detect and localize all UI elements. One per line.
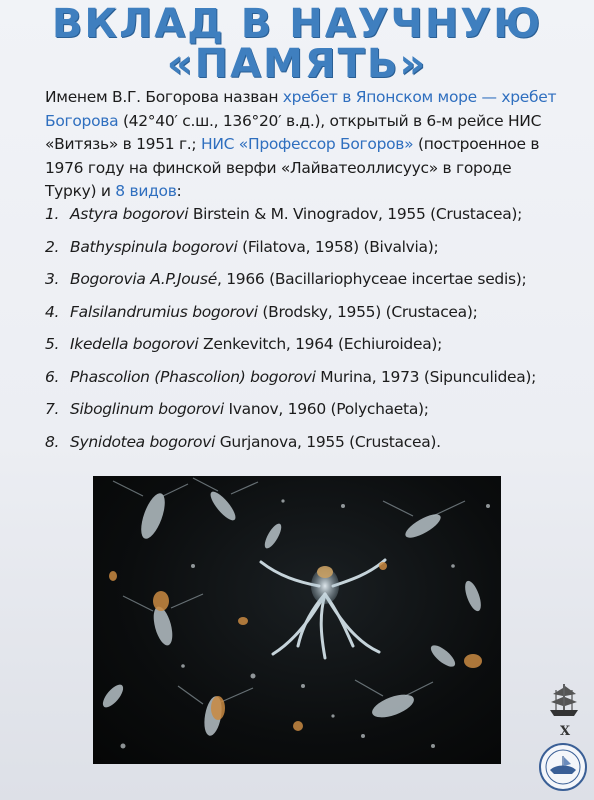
- species-item: [45, 432, 570, 453]
- species-item: [45, 367, 570, 388]
- species-number: 4.: [45, 302, 60, 321]
- species-text: [70, 237, 570, 258]
- species-number: 8.: [45, 432, 60, 451]
- species-item: [45, 204, 570, 225]
- species-author: Zenkevitch, 1964 (Echiuroidea);: [198, 335, 443, 353]
- species-item: [45, 399, 570, 420]
- species-author: , 1966 (Bacillariophyceae incertae sedis);: [216, 270, 527, 288]
- ridge-highlight: хребет в Японском море — хребет Богорова: [45, 88, 557, 130]
- species-text: [70, 367, 570, 388]
- species-author: (Brodsky, 1955) (Crustacea);: [257, 302, 478, 321]
- species-name: Ikedella bogorovi: [70, 335, 199, 353]
- species-count-highlight: 8 видов: [115, 182, 177, 200]
- species-text: [70, 334, 570, 355]
- species-list: [45, 204, 570, 464]
- species-author: Gurjanova, 1955 (Crustacea).: [215, 432, 441, 451]
- plankton-illustration: [93, 476, 501, 764]
- intro-text-1: Именем В.Г. Богорова назван: [45, 88, 283, 106]
- title-line-1: ВКЛАД В НАУЧНУЮ: [51, 1, 543, 47]
- species-text: [70, 399, 570, 420]
- species-text: [70, 302, 570, 323]
- roman-numeral: X: [559, 724, 571, 739]
- species-name: Bathyspinula bogorovi: [70, 237, 238, 256]
- species-number: 3.: [45, 270, 60, 288]
- species-name: Synidotea bogorovi: [70, 432, 216, 451]
- species-name: Bogorovia A.P.Jousé: [70, 270, 217, 288]
- species-number: 5.: [45, 335, 60, 353]
- species-text: [70, 432, 570, 453]
- species-item: [45, 237, 570, 258]
- species-number: 6.: [45, 367, 60, 386]
- intro-paragraph: [45, 86, 565, 204]
- species-item: [45, 334, 570, 355]
- plankton-photo: [93, 476, 501, 764]
- species-author: (Filatova, 1958) (Bivalvia);: [237, 237, 439, 256]
- intro-text-3: (построенное в 1976 году на финской верфи «Лайватеоллисуус» в городе Турку) и: [45, 135, 540, 200]
- seal-emblem-icon: [538, 742, 588, 792]
- species-name: Astyra bogorovi: [70, 205, 189, 223]
- vessel-highlight: НИС «Профессор Богоров»: [201, 135, 414, 153]
- species-name: Falsilandrumius bogorovi: [70, 302, 258, 321]
- species-name: Phascolion (Phascolion) bogorovi: [70, 367, 316, 386]
- intro-text-2: (42°40′ с.ш., 136°20′ в.д.), открытый в 6-м рейсе НИС «Витязь» в 1951 г.;: [45, 111, 542, 153]
- species-number: 1.: [45, 205, 60, 223]
- species-author: Murina, 1973 (Sipunculidea);: [315, 367, 537, 386]
- species-text: [70, 204, 570, 225]
- species-author: Birstein & M. Vinogradov, 1955 (Crustacea);: [188, 205, 523, 223]
- species-author: Ivanov, 1960 (Polychaeta);: [223, 400, 429, 418]
- species-text: [70, 269, 570, 290]
- species-item: [45, 302, 570, 323]
- intro-text-4: :: [176, 182, 182, 200]
- species-name: Siboglinum bogorovi: [70, 400, 224, 418]
- species-number: 7.: [45, 400, 60, 418]
- sailing-ship-icon: [546, 680, 582, 720]
- species-number: 2.: [45, 237, 60, 256]
- title-line-2: «ПАМЯТЬ»: [166, 41, 428, 87]
- species-item: [45, 269, 570, 290]
